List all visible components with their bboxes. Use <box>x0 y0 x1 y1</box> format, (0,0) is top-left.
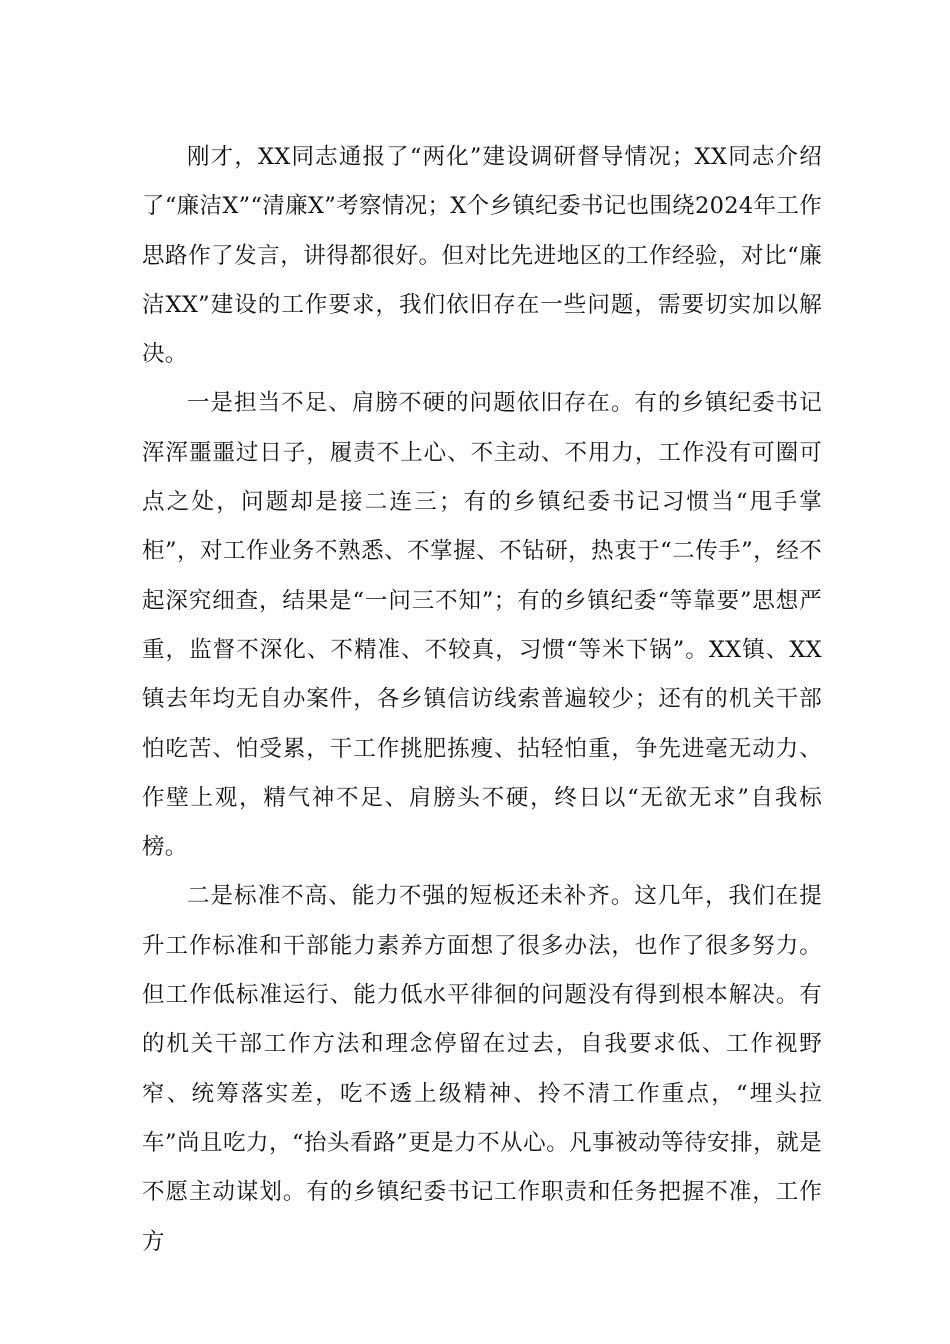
paragraph-intro: 刚才，XX同志通报了“两化”建设调研督导情况；XX同志介绍了“廉洁X”“清廉X”考察情况；X个乡镇纪委书记也围绕2024年工作思路作了发言，讲得都很好。但对比先进地区的工作经验，对比“廉洁XX”建设的工作要求，我们依旧存在一些问题，需要切实加以解决。 <box>142 144 822 368</box>
document-body <box>142 133 822 1267</box>
paragraph-point-two: 二是标准不高、能力不强的短板还未补齐。这几年，我们在提升工作标准和干部能力素养方面想了很多办法，也作了很多努力。但工作低标准运行、能力低水平徘徊的问题没有得到根本解决。有的机关干部工作方法和理念停留在过去，自我要求低、工作视野窄、统筹落实差，吃不透上级精神、拎不清工作重点，“埋头拉车”尚且吃力，“抬头看路”更是力不从心。凡事被动等待安排，就是不愿主动谋划。有的乡镇纪委书记工作职责和任务把握不准，工作方 <box>142 883 822 1255</box>
paragraph-point-one: 一是担当不足、肩膀不硬的问题依旧存在。有的乡镇纪委书记浑浑噩噩过日子，履责不上心、不主动、不用力，工作没有可圈可点之处，问题却是接二连三；有的乡镇纪委书记习惯当“甩手掌柜”，对工作业务不熟悉、不掌握、不钻研，热衷于“二传手”，经不起深究细查，结果是“一问三不知”；有的乡镇纪委“等靠要”思想严重，监督不深化、不精准、不较真，习惯“等米下锅”。XX镇、XX镇去年均无自办案件，各乡镇信访线索普遍较少；还有的机关干部怕吃苦、怕受累，干工作挑肥拣瘦、拈轻怕重，争先进毫无动力、作壁上观，精气神不足、肩膀头不硬，终日以“无欲无求”自我标榜。 <box>142 390 822 861</box>
